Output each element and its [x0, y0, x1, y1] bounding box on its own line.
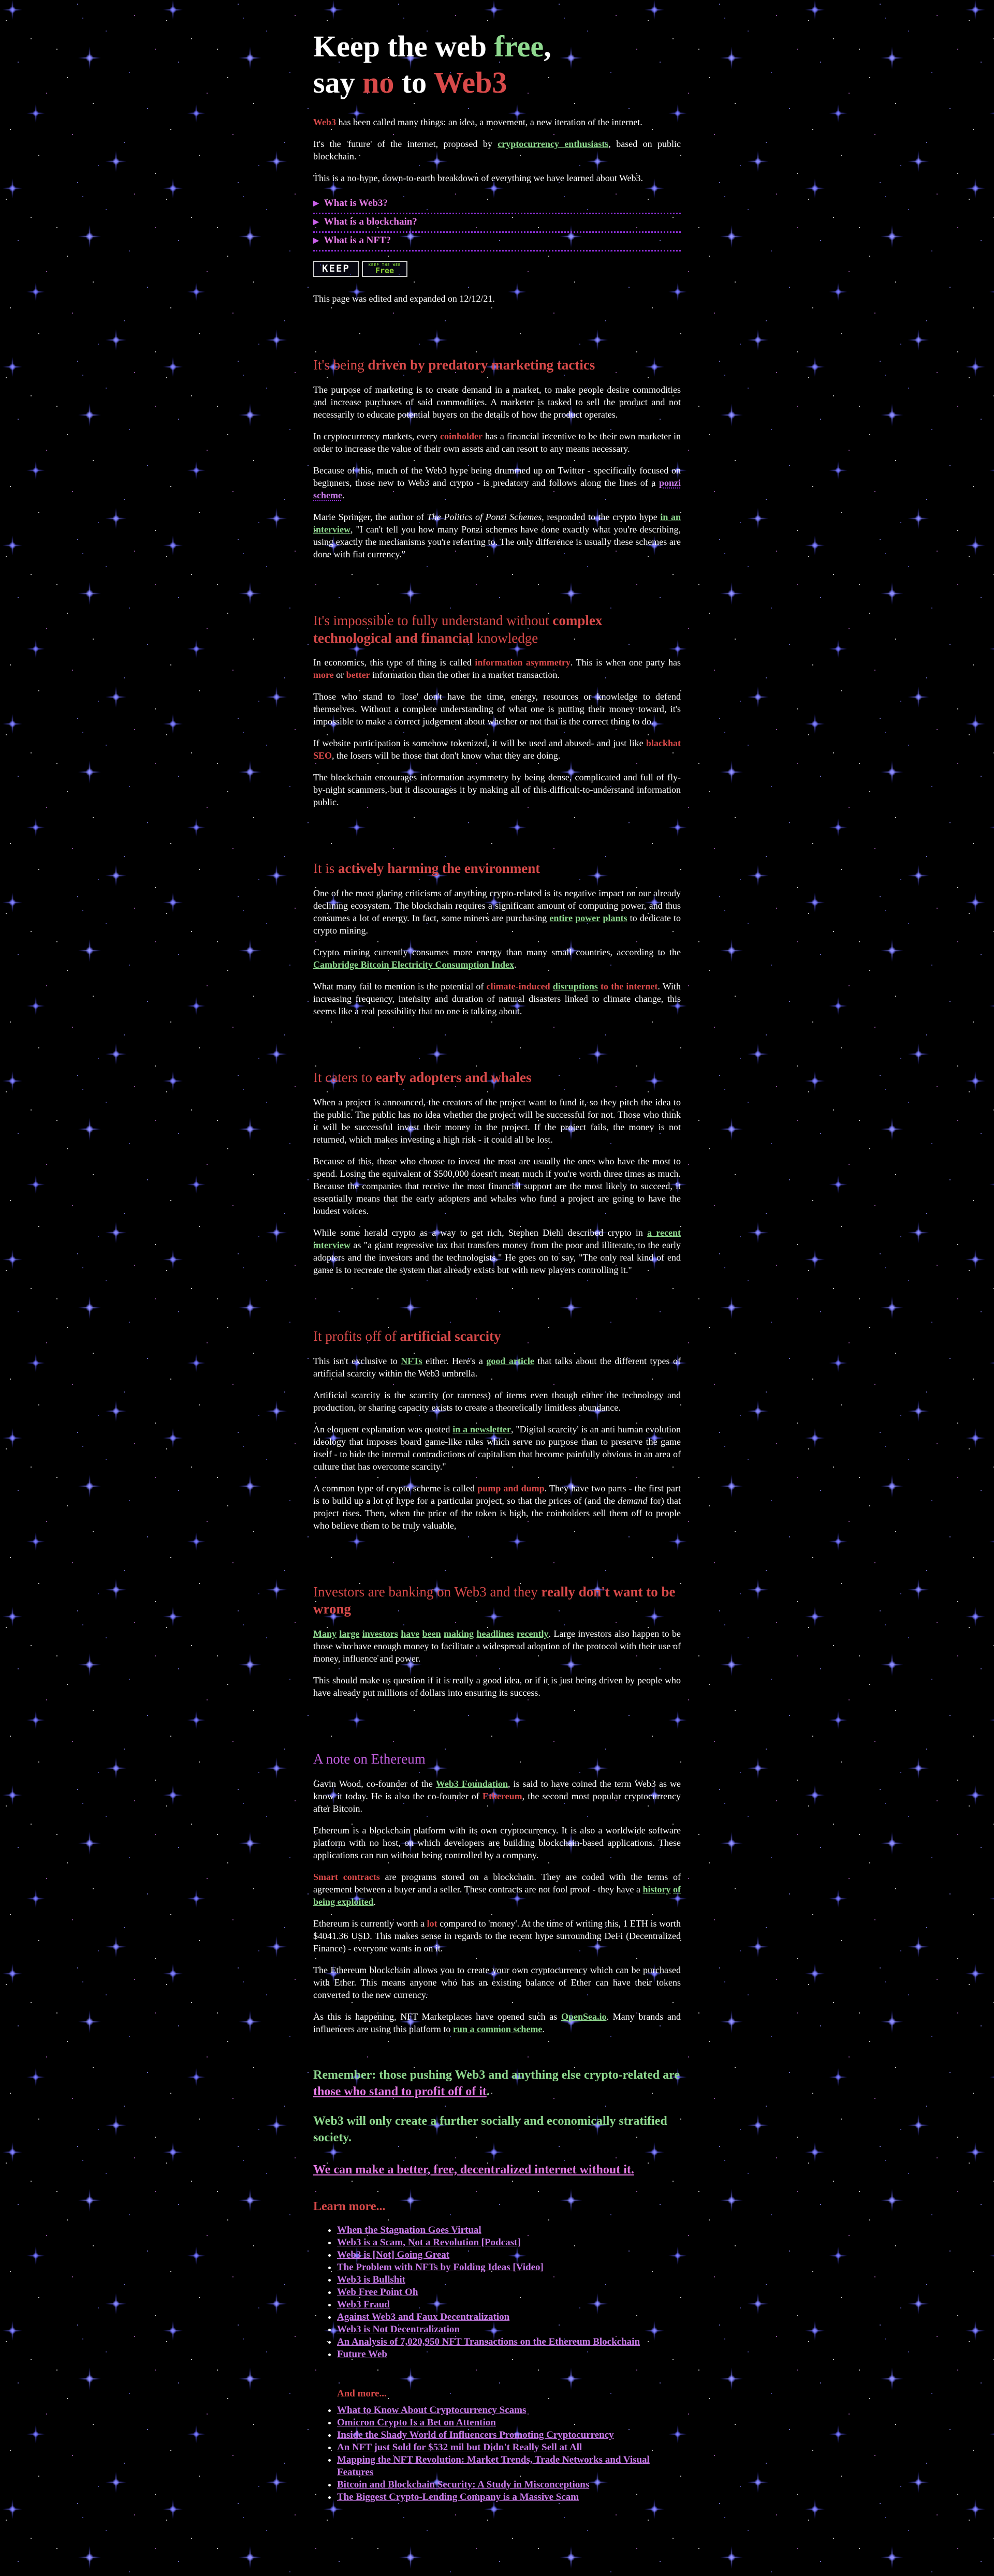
section-scarcity: [313, 1328, 681, 1532]
section-body: [313, 656, 681, 808]
edited-note: This page was edited and expanded on 12/12/21.: [313, 293, 495, 304]
text-segment: no: [362, 65, 394, 99]
section-heading: [313, 612, 681, 647]
text-segment: This isn't exclusive to: [313, 1355, 401, 1366]
remember-heading: [313, 2067, 681, 2100]
list-item: [337, 2274, 681, 2286]
text-segment: information than the other in a market transaction.: [370, 670, 560, 680]
text-segment: has a financial incentive to be their own marketer in order to increase the value of their own assets and can resort to any means necessary.: [313, 431, 681, 454]
inline-link[interactable]: Cambridge Bitcoin Electricity Consumption Index: [313, 959, 515, 970]
page-title: [313, 28, 681, 100]
section-body: [313, 1355, 681, 1532]
text-segment: demand: [618, 1495, 648, 1506]
list-item: [337, 2237, 681, 2249]
inline-link[interactable]: power: [575, 913, 601, 924]
text-segment: When a project is announced, the creators of the project want to fund it, so they pitch the idea to the public. The public has no idea whether the project will be successful for not. Those who think it will be successful invest their money in the project. If the project fails, the money is not returned, which makes investing a high risk - it could all be lost.: [313, 1097, 681, 1145]
inline-link[interactable]: We can make a better, free, decentralized internet without it.: [313, 2163, 634, 2177]
accordion-what-is-nft: [313, 234, 681, 251]
paragraph: [313, 464, 681, 501]
text-segment: , the second most popular cryptocurrency after Bitcoin.: [313, 1790, 681, 1814]
resource-link[interactable]: Web3 Fraud: [337, 2299, 390, 2311]
inline-link[interactable]: NFTs: [401, 1355, 422, 1366]
text-segment: has been called many things: an idea, a movement, a new iteration of the internet.: [336, 117, 642, 128]
text-segment: , responded to the crypto hype: [542, 511, 661, 522]
section-ethereum: [313, 1751, 681, 2035]
list-item: [337, 2348, 681, 2361]
text-segment: Crypto mining currently consumes more energy than many small countries, according to the: [313, 947, 681, 958]
text-segment: are programs stored on a blockchain. They are coded with the terms of agreement between a buyer and a seller. These contracts are not fool proof - they have a: [313, 1871, 681, 1894]
section-investors: [313, 1583, 681, 1699]
resource-link[interactable]: Web Free Point Oh: [337, 2287, 418, 2298]
section-heading: [313, 1069, 681, 1087]
text-segment: information asymmetry: [475, 657, 571, 668]
text-segment: free: [494, 29, 544, 63]
text-segment: early adopters and whales: [375, 1070, 532, 1086]
text-segment: as "a giant regressive tax that transfers money from the poor and illiterate, to the early adopters and the investors and the technologists." He goes on to say, "The only real kind of end game is to recreate the system that already exists but with new players controlling it.": [313, 1239, 681, 1275]
paragraph: [313, 1389, 681, 1414]
text-segment: ,: [544, 29, 551, 63]
inline-link[interactable]: been: [422, 1628, 441, 1639]
list-item: [337, 2249, 681, 2261]
inline-link[interactable]: large: [339, 1628, 360, 1639]
stratified-heading: Web3 will only create a further socially and economically stratified society.: [313, 2114, 667, 2144]
resource-link[interactable]: An NFT just Sold for $532 mil but Didn't Really Sell at All: [337, 2442, 582, 2453]
list-item: [337, 2336, 681, 2348]
text-segment: driven by predatory marketing tactics: [368, 357, 595, 373]
inline-link[interactable]: in an interview: [313, 511, 681, 535]
section-body: [313, 383, 681, 560]
learn-more-list: [313, 2224, 681, 2361]
content-column: [313, 0, 681, 2576]
text-segment: The Politics of Ponzi Schemes: [427, 511, 542, 522]
section-body: [313, 1096, 681, 1276]
paragraph: [313, 1674, 681, 1699]
text-segment: It profits off of: [313, 1328, 400, 1344]
paragraph: [313, 887, 681, 937]
inline-link[interactable]: cryptocurrency enthusiasts: [498, 139, 609, 150]
text-segment: Because of this, those who choose to invest the most are usually the ones who have the most to spend. Losing the equivalent of $500,000 doesn't mean much if you're worth three times as much. Because the companies that receive the most financial support are the most likely to succeed, it essentially means that the early adopters and whales who fund a project are going to have the loudest voices.: [313, 1156, 681, 1216]
resource-link[interactable]: Web3 is Not Decentralization: [337, 2324, 460, 2335]
accordion-what-is-web3: [313, 197, 681, 214]
inline-link[interactable]: history: [642, 1884, 671, 1894]
text-segment: Gavin Wood, co-founder of the: [313, 1778, 436, 1789]
section-heading: [313, 860, 681, 878]
resource-link[interactable]: Against Web3 and Faux Decentralization: [337, 2312, 510, 2323]
inline-link[interactable]: in a newsletter: [452, 1424, 511, 1434]
list-item: [337, 2299, 681, 2311]
section-whales: [313, 1069, 681, 1276]
resource-link[interactable]: Mapping the NFT Revolution: Market Trends, Trade Networks and Visual Features: [337, 2454, 650, 2478]
text-segment: Investors are banking on Web3 and they: [313, 1583, 542, 1600]
section-heading: [313, 1328, 681, 1345]
keep-the-web-free-badge[interactable]: [362, 261, 407, 277]
text-segment: for) that project rises. Then, when the price of the token is high, the coinholders sell them off to people who believe them to be truly valuable,: [313, 1495, 681, 1531]
text-segment: more: [313, 670, 334, 680]
section-marketing: [313, 357, 681, 560]
paragraph: [313, 771, 681, 808]
resource-link[interactable]: Web3 is a Scam, Not a Revolution [Podcast]: [337, 2237, 521, 2248]
resource-link[interactable]: The Biggest Crypto-Lending Company is a Massive Scam: [337, 2492, 579, 2503]
inline-link[interactable]: disruptions: [552, 981, 598, 992]
inline-link[interactable]: a recent interview: [313, 1227, 681, 1250]
text-segment: Ethereum is a blockchain platform with its own cryptocurrency. It is also a worldwide software platform with no host, on which developers are building blockchain-based applications. These applications can run without being controlled by a company.: [313, 1825, 681, 1860]
text-segment: The blockchain encourages information asymmetry by being dense, complicated and full of fly-by-night scammers, but it discourages it by making all of this difficult-to-understand information public.: [313, 772, 681, 808]
paragraph: [313, 946, 681, 971]
section-knowledge: [313, 612, 681, 809]
list-item: [337, 2441, 681, 2454]
text-segment: In cryptocurrency markets, every: [313, 431, 441, 441]
paragraph: [313, 2010, 681, 2035]
text-segment: Ethereum: [482, 1790, 522, 1801]
text-segment: The purpose of marketing is to create demand in a market, to make people desire commodities and increase purchases of said commodities. A marketer is tasked to sell the product and not necessarily to educate potential buyers on the details of how the product operates.: [313, 384, 681, 420]
inline-link[interactable]: headlines: [476, 1628, 514, 1639]
text-segment: .: [342, 490, 345, 500]
section-environment: [313, 860, 681, 1017]
paragraph: [313, 1824, 681, 1861]
text-segment: better: [346, 670, 370, 680]
text-segment: knowledge: [473, 630, 538, 646]
keep-badge[interactable]: [313, 261, 359, 277]
accordion-summary-nft[interactable]: [313, 235, 681, 247]
text-segment: pump and dump: [477, 1483, 545, 1493]
text-segment: , "I can't tell you how many Ponzi schemes have done exactly what you're describing, using exactly the mechanisms you're referring to. The only difference is usually these schemes are done with fiat currency.": [313, 524, 681, 559]
text-segment: .: [486, 2084, 490, 2098]
text-segment: , "Digital scarcity' is an anti human evolution ideology that imposes board game-like rules which serve no purpose than to preserve the game itself - to hide the internal contradictions of capitalism that become painfully obvious in an area of culture that has overcome scarcity.": [313, 1424, 681, 1472]
text-segment: An eloquent explanation was quoted: [313, 1424, 453, 1434]
text-segment: It's impossible to fully understand without: [313, 612, 553, 628]
text-segment: It caters to: [313, 1070, 376, 1086]
list-item: [337, 2323, 681, 2336]
text-segment: lot: [427, 1918, 437, 1929]
list-item: [337, 2491, 681, 2504]
and-more-heading: And more...: [337, 2388, 387, 2400]
text-segment: .: [373, 1896, 376, 1907]
paragraph: [313, 737, 681, 762]
paragraph: [313, 430, 681, 455]
paragraph: [313, 172, 681, 184]
resource-link[interactable]: An Analysis of 7,020,950 NFT Transactions on the Ethereum Blockchain: [337, 2336, 640, 2348]
paragraph: [313, 1155, 681, 1217]
text-segment: If website participation is somehow tokenized, it will be used and abused- and just like: [313, 738, 646, 749]
list-item: [337, 2286, 681, 2299]
list-item: [337, 2404, 681, 2417]
text-segment: , is said to have coined the term Web3 as we know it today. He is also the co-founder of: [313, 1778, 681, 1801]
text-segment: Remember: those pushing Web3 and anything else crypto-related are: [313, 2068, 680, 2082]
text-segment: Web3: [313, 117, 337, 128]
accordion-summary-web3[interactable]: [313, 198, 681, 210]
text-segment: What many fail to mention is the potential of: [313, 981, 487, 992]
inline-link[interactable]: investors: [362, 1628, 398, 1639]
badge-bottom-label: Free: [375, 266, 394, 276]
text-segment: Keep the web: [313, 29, 494, 63]
resource-link[interactable]: When the Stagnation Goes Virtual: [337, 2225, 481, 2236]
paragraph: [313, 1871, 681, 1908]
resource-link[interactable]: Bitcoin and Blockchain Security: A Study in Misconceptions: [337, 2479, 590, 2491]
text-segment: , the losers will be those that don't know what they are doing.: [332, 750, 561, 761]
text-segment: . Large investors also happen to be those who have enough money to facilitate a widespread adoption of the protocol with their use of money, influence and power.: [313, 1628, 681, 1664]
text-segment: A common type of crypto scheme is called: [313, 1483, 478, 1493]
inline-link[interactable]: run a common scheme: [452, 2023, 543, 2034]
text-segment: Smart contracts: [313, 1871, 380, 1882]
paragraph: [313, 138, 681, 162]
accordion-summary-blockchain[interactable]: [313, 216, 681, 228]
text-segment: , based on public blockchain.: [313, 139, 681, 162]
inline-link[interactable]: being exploited: [313, 1896, 374, 1907]
resource-link[interactable]: Web3 is [Not] Going Great: [337, 2249, 450, 2261]
text-segment: It's the 'future' of the internet, proposed by: [313, 139, 498, 150]
text-segment: Marie Springer, the author of: [313, 511, 427, 522]
text-segment: . Many brands and influencers are using this platform to: [313, 2011, 681, 2034]
text-segment: . With increasing frequency, intensity and duration of natural disasters linked to climate change, this seems like a real possibility that no one is talking about.: [313, 981, 681, 1017]
text-segment: compared to 'money'. At the time of writing this, 1 ETH is worth $4041.36 USD. This makes sense in regards to the recent hype surrounding DeFi (Decentralized Finance) - everyone wants in on it.: [313, 1918, 681, 1953]
text-segment: .: [514, 959, 517, 970]
text-segment: Ethereum is currently worth a: [313, 1918, 427, 1929]
text-segment: .: [542, 2023, 545, 2034]
resource-link[interactable]: Omicron Crypto Is a Bet on Attention: [337, 2417, 496, 2429]
inline-link[interactable]: of: [673, 1884, 681, 1894]
paragraph: [313, 383, 681, 421]
paragraph: [313, 1482, 681, 1532]
inline-link[interactable]: ponzi scheme: [313, 477, 681, 500]
text-segment: to dedicate to crypto mining.: [313, 913, 681, 936]
section-heading-ethereum: [313, 1751, 681, 1768]
inline-link[interactable]: making: [444, 1628, 474, 1639]
paragraph: [313, 1917, 681, 1955]
section-heading: [313, 357, 681, 374]
text-segment: . This is when one party has: [570, 657, 681, 668]
text-segment: A note on Ethereum: [313, 1751, 426, 1767]
paragraph: [313, 656, 681, 681]
faq-accordions: [313, 197, 681, 251]
text-segment: It is: [313, 861, 339, 877]
text-segment: Those who stand to 'lose' don't have the time, energy, resources or knowledge to defend themselves. Without a complete understanding of what one is putting their money toward, it's impossible to make a correct judgement about whether or not that is the correct thing to do.: [313, 691, 681, 727]
paragraph: [313, 511, 681, 560]
text-segment: complex technological and financial: [313, 612, 603, 646]
intro-paragraphs: [313, 116, 681, 184]
and-more-list: [313, 2404, 681, 2504]
paragraph: [313, 1355, 681, 1380]
resource-link[interactable]: What to Know About Cryptocurrency Scams: [337, 2405, 527, 2416]
inline-link[interactable]: good article: [486, 1355, 534, 1366]
list-item: [337, 2479, 681, 2491]
inline-link[interactable]: entire: [549, 913, 573, 924]
text-segment: It's being: [313, 357, 368, 373]
paragraph: [313, 1964, 681, 2001]
web-badges: [313, 261, 681, 277]
accordion-label: What is a blockchain?: [324, 216, 417, 228]
accordion-label: What is a NFT?: [324, 235, 391, 246]
list-item: [337, 2311, 681, 2323]
section-body: [313, 1778, 681, 2035]
text-segment: either. Here's a: [422, 1355, 487, 1366]
inline-link[interactable]: OpenSea.io: [561, 2011, 607, 2022]
learn-more-heading: Learn more...: [313, 2200, 386, 2214]
text-segment: actively harming the environment: [338, 861, 540, 877]
text-segment: that talks about the different types of artificial scarcity within the Web3 umbrella.: [313, 1355, 681, 1379]
section-heading: [313, 1583, 681, 1619]
inline-link[interactable]: recently: [516, 1628, 549, 1639]
text-segment: The Ethereum blockchain allows you to create your own cryptocurrency which can be purchased with Ether. This means anyone who has an existing balance of Ether can have their tokens converted to the new currency.: [313, 1964, 681, 2000]
text-segment: Artificial scarcity is the scarcity (or rareness) of items even though either the technology and production, or sharing capacity exists to create a theoretically limitless abundance.: [313, 1389, 681, 1413]
text-segment: This should make us question if it is really a good idea, or if it is just being driven by people who have already put millions of dollars into ensuring its success.: [313, 1675, 681, 1698]
text-segment: blackhat SEO: [313, 738, 681, 761]
text-segment: to: [394, 65, 434, 99]
paragraph: [313, 1778, 681, 1815]
inline-link[interactable]: plants: [603, 913, 627, 924]
paragraph: [313, 980, 681, 1017]
paragraph: [313, 1226, 681, 1276]
accordion-what-is-blockchain: [313, 215, 681, 233]
text-segment: to the internet: [601, 981, 658, 992]
paragraph: [313, 1096, 681, 1146]
text-segment: As this is happening, NFT Marketplaces have opened such as: [313, 2011, 561, 2022]
inline-link[interactable]: Many: [313, 1628, 337, 1639]
text-segment: artificial scarcity: [400, 1328, 501, 1344]
text-segment: climate-induced: [486, 981, 550, 992]
section-body: [313, 1627, 681, 1699]
text-segment: Because of this, much of the Web3 hype being drummed up on Twitter - specifically focused on beginners, those new to Web3 and crypto - is predatory and follows along the lines of a: [313, 465, 681, 488]
keep-badge-label: KEEP: [322, 263, 350, 275]
paragraph: [313, 116, 681, 128]
inline-link[interactable]: Web3 Foundation: [435, 1778, 508, 1789]
resource-link[interactable]: The Problem with NFTs by Folding Ideas [Video]: [337, 2262, 544, 2273]
paragraph: [313, 690, 681, 728]
paragraph: [313, 1627, 681, 1665]
inline-link[interactable]: have: [401, 1628, 420, 1639]
accordion-label: What is Web3?: [324, 198, 388, 209]
text-segment: In economics, this type of thing is called: [313, 657, 475, 668]
resource-link[interactable]: Web3 is Bullshit: [337, 2274, 405, 2286]
list-item: [337, 2261, 681, 2274]
text-segment: Web3: [433, 65, 507, 99]
text-segment: really don't want to be wrong: [313, 1583, 676, 1617]
text-segment: . They have two parts - the first part is to build up a lot of hype for a particular project, so that the prices of (and the: [313, 1483, 681, 1506]
list-item: [337, 2224, 681, 2237]
section-body: [313, 887, 681, 1017]
text-segment: One of the most glaring criticisms of anything crypto-related is its negative impact on our already declining ecosystem. The blockchain requires a significant amount of computing power, and thus consumes a lot of energy. In fact, some miners are purchasing: [313, 888, 681, 924]
list-item: [337, 2417, 681, 2429]
resource-link[interactable]: Future Web: [337, 2349, 387, 2360]
text-segment: say: [313, 65, 363, 99]
text-segment: coinholder: [440, 431, 483, 441]
paragraph: [313, 1423, 681, 1473]
text-segment: This is a no-hype, down-to-earth breakdown of everything we have learned about Web3.: [313, 173, 644, 184]
inline-link[interactable]: those who stand to profit off of it: [313, 2084, 487, 2098]
list-item: [337, 2429, 681, 2441]
resource-link[interactable]: Inside the Shady World of Influencers Promoting Cryptocurrency: [337, 2430, 614, 2441]
text-segment: or: [333, 670, 346, 680]
text-segment: While some herald crypto as a way to get rich, Stephen Diehl described crypto in: [313, 1227, 648, 1238]
better-internet-heading: [313, 2162, 681, 2179]
list-item: [337, 2454, 681, 2479]
badge-top-label: KEEP THE WEB: [368, 262, 401, 267]
